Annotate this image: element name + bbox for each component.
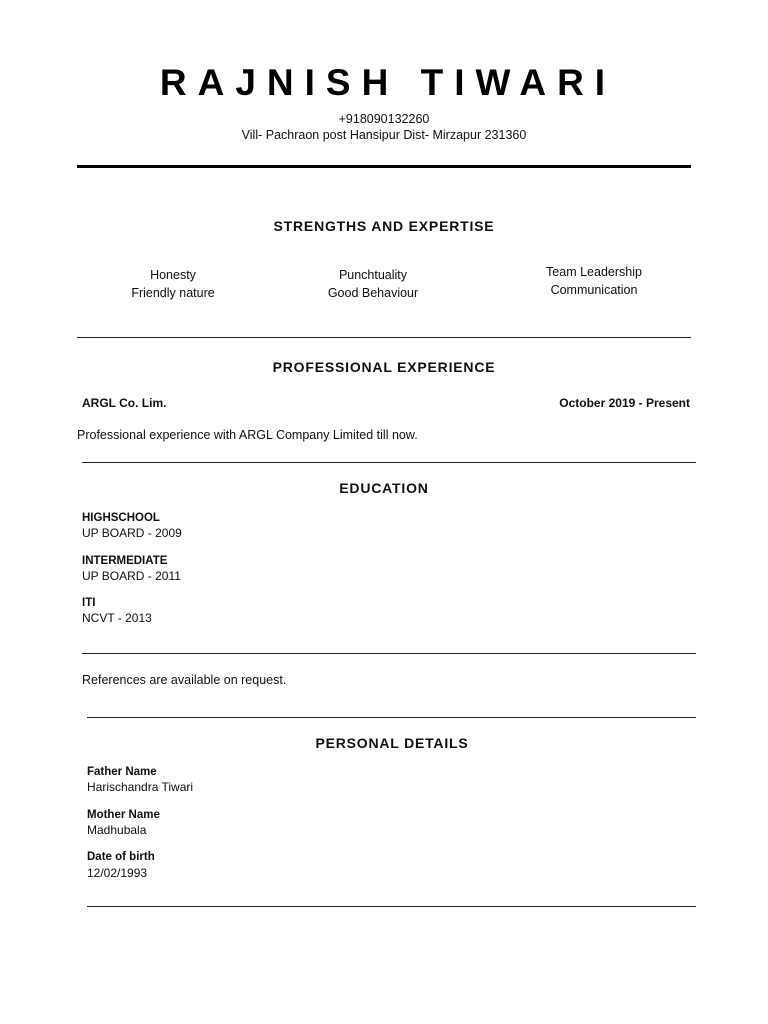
strength-column-1: [63, 266, 283, 302]
candidate-name: RAJNISH TIWARI: [159, 62, 617, 103]
education-heading: EDUCATION: [339, 480, 429, 496]
references-note: References are available on request.: [82, 673, 287, 687]
personal-label: Mother Name: [87, 809, 160, 821]
phone-number: +918090132260: [338, 112, 430, 126]
company-name: ARGL Co. Lim.: [82, 396, 167, 410]
education-detail: NCVT - 2013: [82, 611, 152, 625]
education-detail: UP BOARD - 2009: [82, 526, 182, 540]
section-divider: [87, 717, 696, 718]
education-item: [82, 512, 182, 540]
personal-label: Date of birth: [87, 851, 155, 863]
section-divider: [82, 653, 696, 654]
address: Vill- Pachraon post Hansipur Dist- Mirzapur 231360: [241, 128, 527, 142]
personal-item: [87, 809, 160, 837]
education-item: [82, 555, 181, 583]
strengths-heading: STRENGTHS AND EXPERTISE: [273, 218, 495, 234]
section-divider: [82, 462, 696, 463]
personal-value: Harischandra Tiwari: [87, 780, 194, 794]
strength-item: Good Behaviour: [327, 286, 419, 300]
education-item: [82, 597, 152, 625]
personal-item: [87, 851, 155, 880]
experience-heading: PROFESSIONAL EXPERIENCE: [272, 359, 496, 375]
header-divider: [77, 165, 691, 168]
education-title: INTERMEDIATE: [82, 555, 168, 567]
personal-label: Father Name: [87, 766, 157, 778]
education-title: ITI: [82, 597, 96, 609]
experience-description: Professional experience with ARGL Company Limited till now.: [77, 428, 418, 442]
strength-column-2: [263, 266, 483, 302]
strength-item: Friendly nature: [131, 286, 215, 300]
strength-item: Communication: [550, 283, 638, 297]
education-title: HIGHSCHOOL: [82, 512, 160, 524]
strength-item: Punchtuality: [338, 268, 408, 282]
education-detail: UP BOARD - 2011: [82, 569, 181, 583]
section-divider: [77, 337, 691, 338]
personal-value: Madhubala: [87, 823, 147, 837]
strength-item: Team Leadership: [546, 265, 642, 279]
strength-item: Honesty: [150, 268, 196, 282]
personal-item: [87, 766, 193, 794]
personal-value: 12/02/1993: [87, 866, 148, 880]
section-divider: [87, 906, 696, 907]
strength-column-3: [484, 263, 704, 299]
personal-heading: PERSONAL DETAILS: [315, 735, 469, 751]
employment-period: October 2019 - Present: [559, 396, 690, 410]
